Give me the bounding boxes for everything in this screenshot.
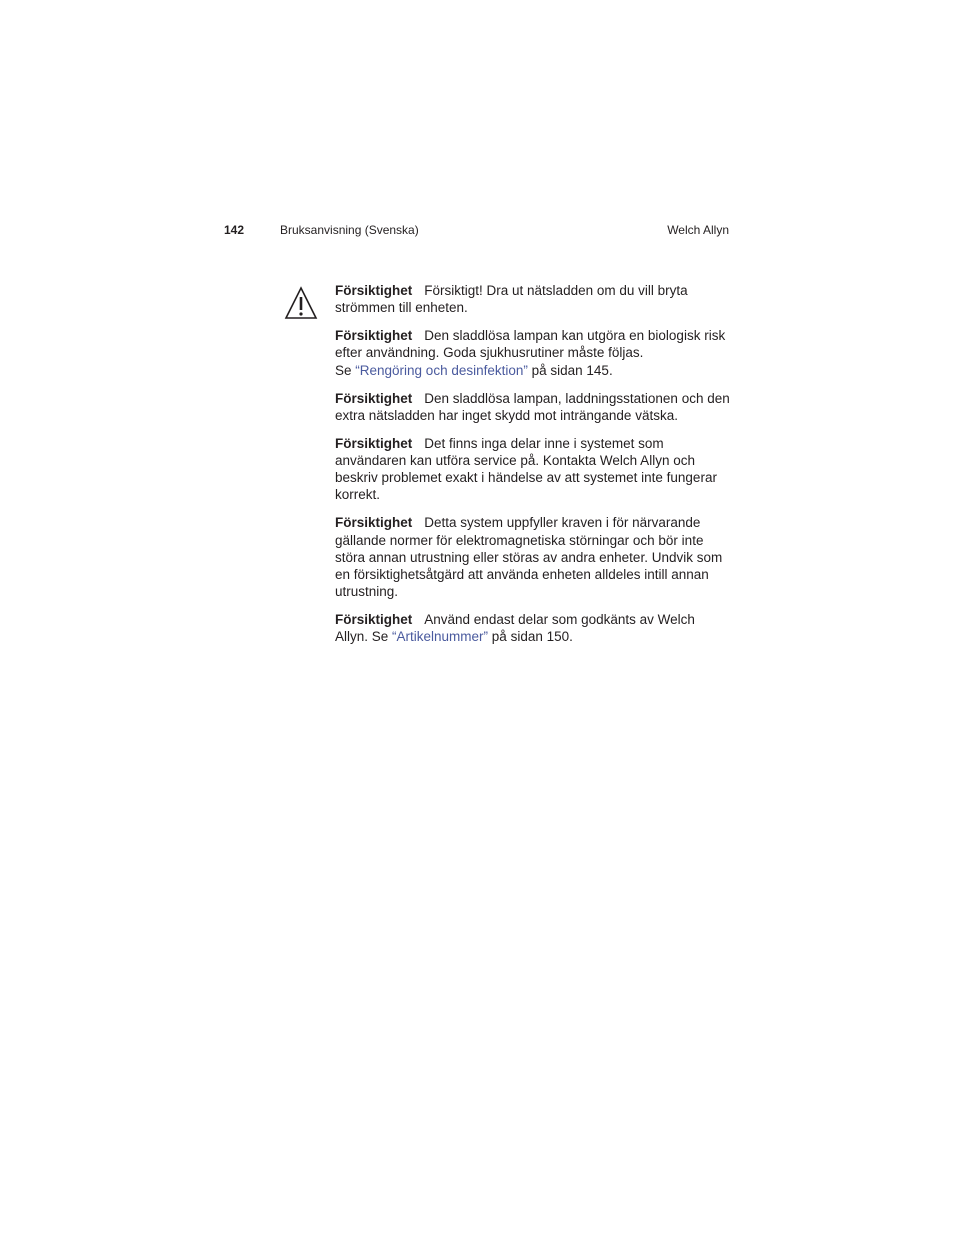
page-header xyxy=(224,221,729,239)
caution-paragraph xyxy=(335,390,730,424)
brand-name: Welch Allyn xyxy=(667,223,729,237)
caution-text-suffix: på sidan 145. xyxy=(527,362,613,378)
cross-reference-link[interactable]: “Rengöring och desinfektion” xyxy=(355,362,528,378)
caution-text: Detta system uppfyller kraven i för närvarande gällande normer för elektromagnetiska störningar och bör inte störa annan utrustning eller störas av andra enheter. Undvik som en försiktighetsåtgärd att använda enheten alldeles intill annan utrustning. xyxy=(335,515,723,600)
caution-text: Det finns inga delar inne i systemet som användaren kan utföra service på. Kontakta Welch Allyn och beskriv problemet exakt i händelse av att systemet inte fungerar korrekt. xyxy=(335,435,717,503)
caution-paragraph xyxy=(335,514,730,600)
cross-reference-link[interactable]: “Artikelnummer” xyxy=(392,629,489,645)
caution-paragraph xyxy=(335,611,730,645)
caution-text: Den sladdlösa lampan, laddningsstationen och den extra nätsladden har inget skydd mot inträngande vätska. xyxy=(335,390,730,423)
caution-text: Försiktigt! Dra ut nätsladden om du vill bryta strömmen till enheten. xyxy=(335,283,688,316)
caution-text-suffix: på sidan 150. xyxy=(488,629,573,645)
caution-label: Försiktighet xyxy=(335,283,413,298)
page-number: 142 xyxy=(224,223,245,237)
caution-list xyxy=(335,282,730,656)
caution-label: Försiktighet xyxy=(335,435,413,451)
caution-label: Försiktighet xyxy=(335,328,413,344)
caution-paragraph xyxy=(335,435,730,504)
document-title: Bruksanvisning (Svenska) xyxy=(280,223,419,237)
warning-triangle-icon xyxy=(284,286,318,320)
caution-label: Försiktighet xyxy=(335,515,413,531)
caution-label: Försiktighet xyxy=(335,390,413,406)
caution-paragraph xyxy=(335,282,730,316)
caution-paragraph xyxy=(335,327,730,379)
caution-text: Den sladdlösa lampan kan utgöra en biologisk risk efter användning. Goda sjukhusrutiner måste följas. xyxy=(335,328,726,361)
caution-text-prefix: Se xyxy=(335,362,356,378)
caution-label: Försiktighet xyxy=(335,612,413,628)
caution-text: Använd endast delar som godkänts av Welch Allyn. Se xyxy=(335,612,695,645)
